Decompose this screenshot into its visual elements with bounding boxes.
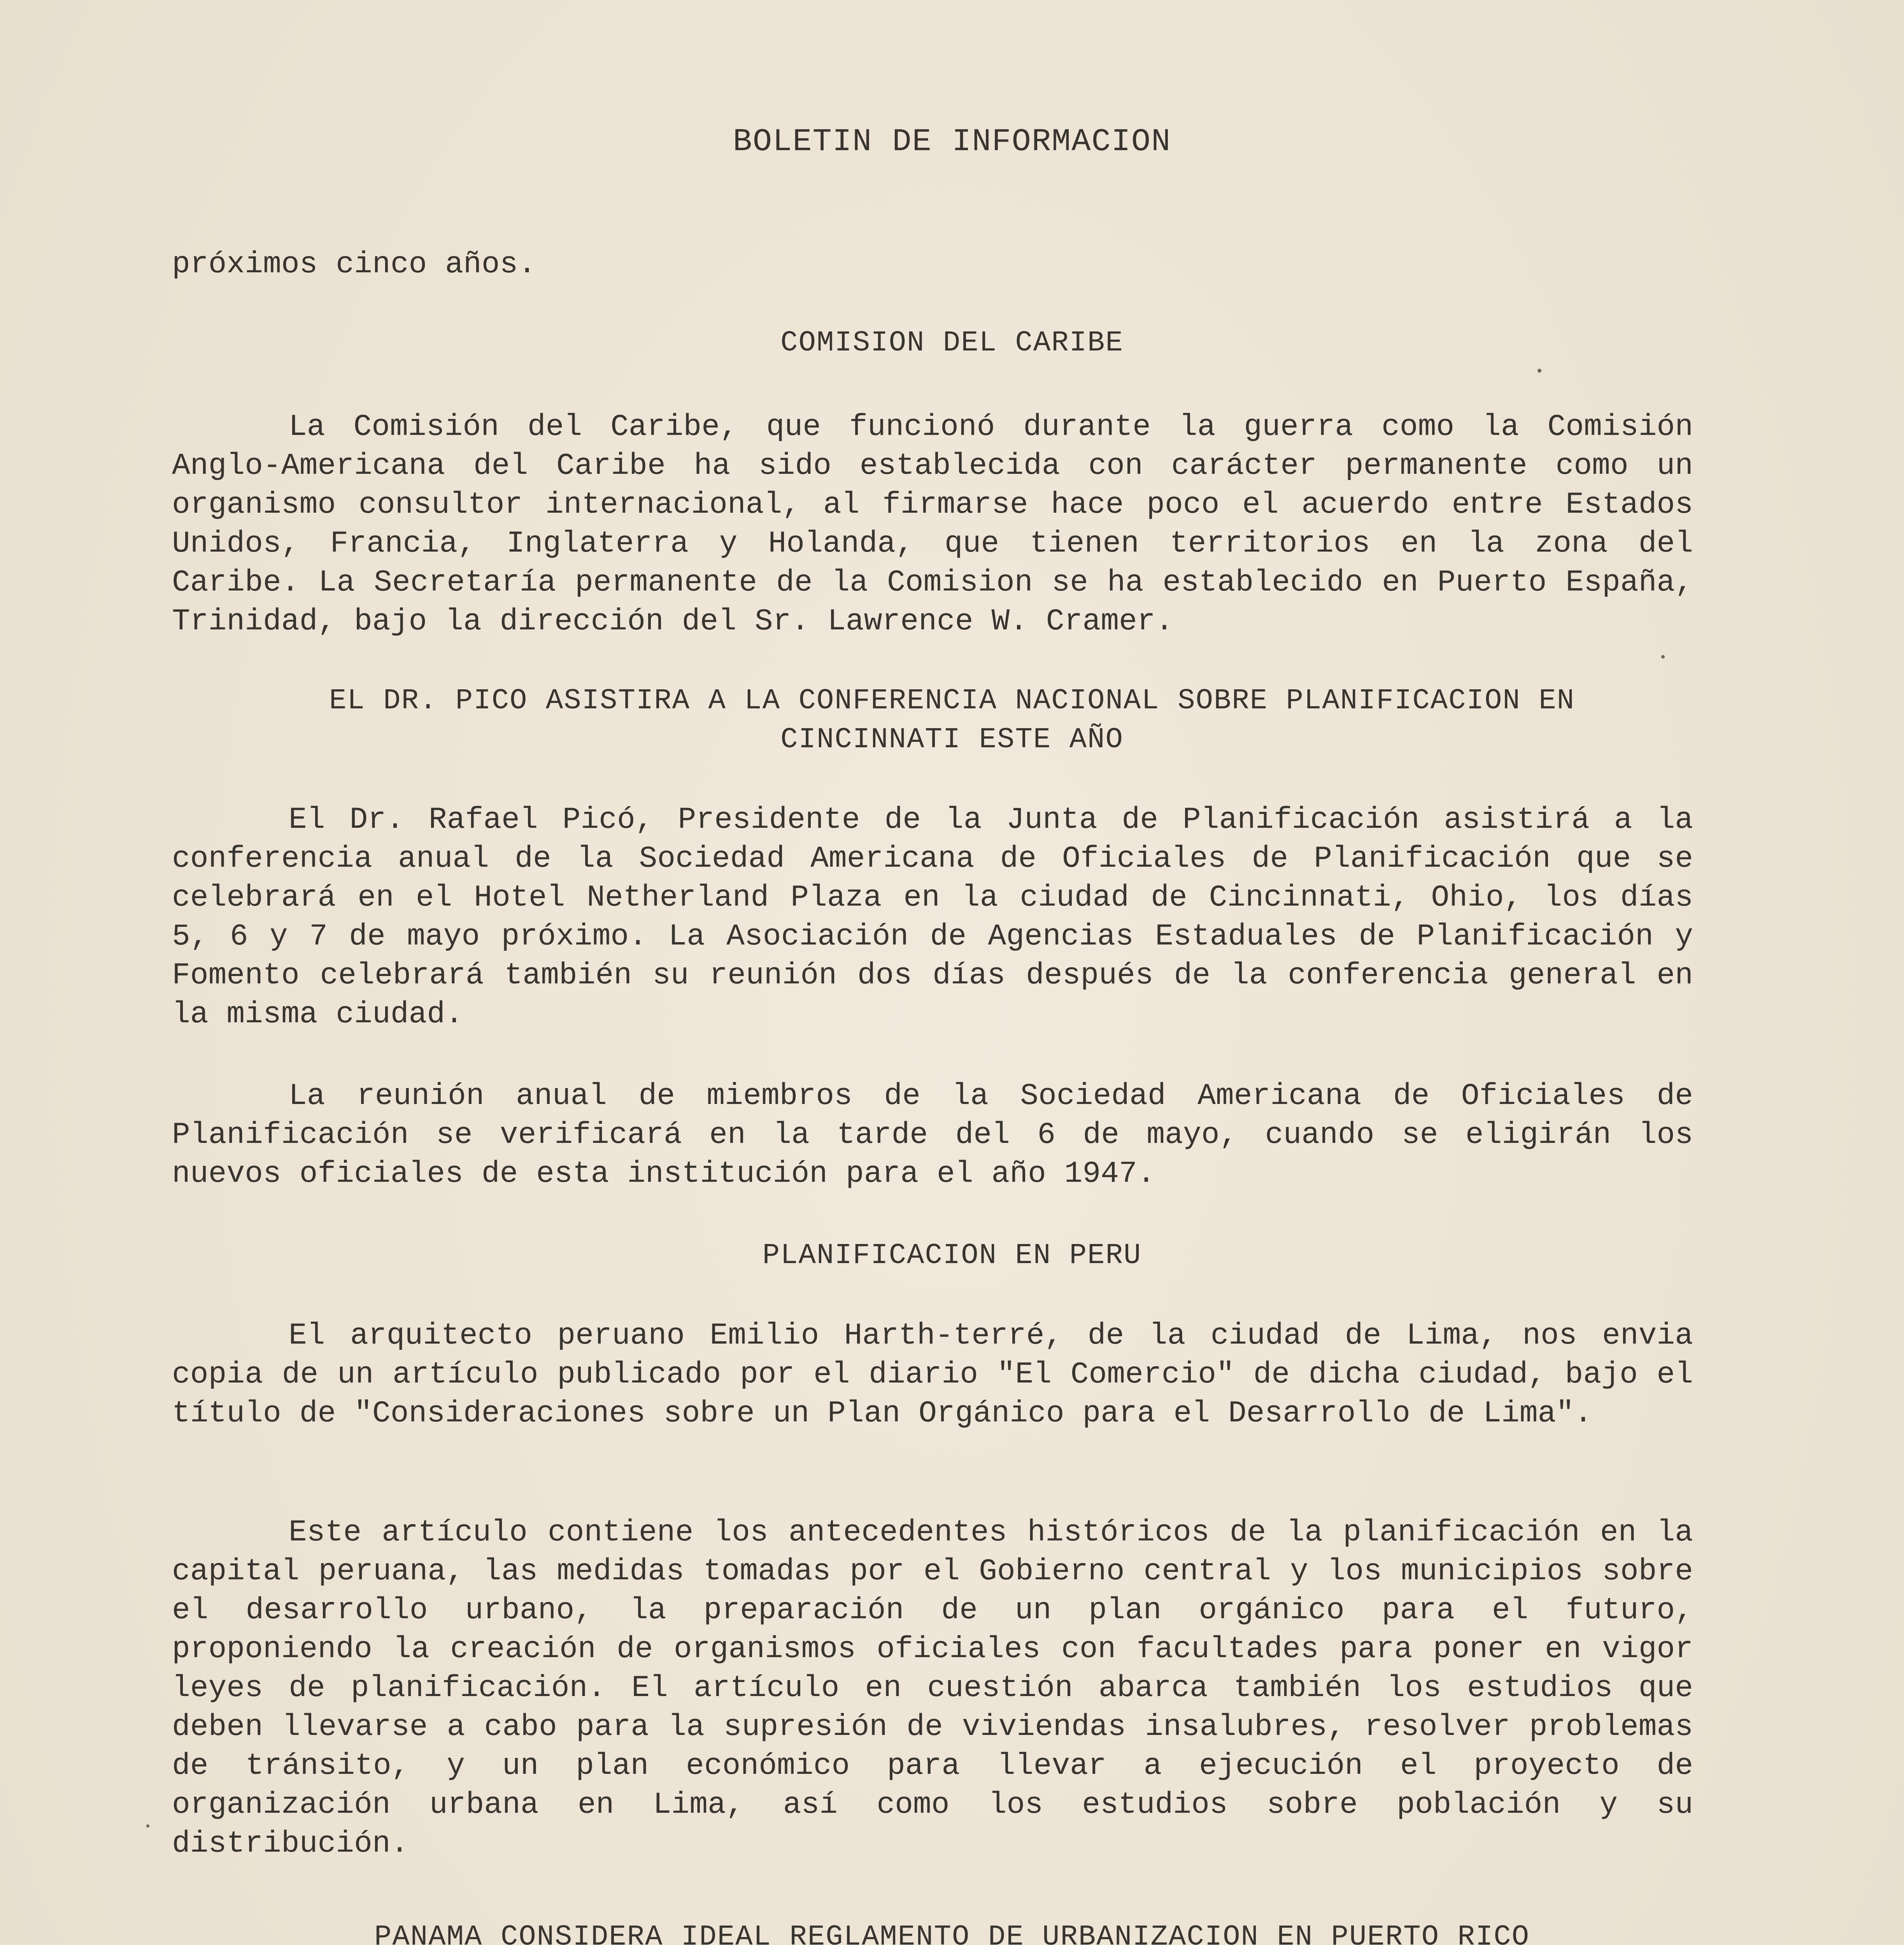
page-header: BOLETIN DE INFORMACION (733, 124, 1171, 160)
section-heading-peru (233, 1236, 1671, 1275)
paragraph-pico-1: El Dr. Rafael Picó, Presidente de la Junta de Planificación asistirá a la conferencia anual de la Sociedad Americana de Oficiales de Planificación que se celebrará en el Hotel Netherland Plaza en la ciudad de Cincinnati, Ohio, los días 5, 6 y 7 de mayo próximo. La Asociación de Agencias Estaduales de Planificación y Fomento celebrará también su reunión dos días después de la conferencia general en la misma ciudad. (172, 803, 1693, 1032)
paragraph-peru-2: Este artículo contiene los antecedentes históricos de la planificación en la capital peruana, las medidas tomadas por el Gobierno central y los municipios sobre el desarrollo urbano, la preparación de un plan orgánico para el futuro, proponiendo la creación de organismos oficiales con facultades para poner en vigor leyes de planificación. El artículo en cuestión abarca también los estudios que deben llevarse a cabo para la supresión de viviendas insalubres, resolver problemas de tránsito, y un plan económico para llevar a ejecución el proyecto de organización urbana en Lima, así como los estudios sobre población y su distribución. (172, 1516, 1693, 1861)
paper-speck (146, 1824, 149, 1828)
paper-speck (1538, 369, 1541, 373)
section-heading-caribe (233, 324, 1671, 363)
continued-text: próximos cinco años. (172, 247, 536, 282)
heading-line: PLANIFICACION EN PERU (762, 1239, 1142, 1272)
section-heading-panama (233, 1918, 1671, 1945)
paragraph-caribe: La Comisión del Caribe, que funcionó durante la guerra como la Comisión Anglo-Americana del Caribe ha sido establecida con carácter permanente como un organismo consultor internacional, al firmarse hace poco el acuerdo entre Estados Unidos, Francia, Inglaterra y Holanda, que tienen territorios en la zona del Caribe. La Secretaría permanente de la Comision se ha establecido en Puerto España, Trinidad, bajo la dirección del Sr. Lawrence W. Cramer. (172, 410, 1693, 639)
heading-line: COMISION DEL CARIBE (780, 327, 1124, 359)
heading-line: PANAMA CONSIDERA IDEAL REGLAMENTO DE URBANIZACION EN PUERTO RICO (374, 1921, 1530, 1945)
paragraph-peru-1: El arquitecto peruano Emilio Harth-terré, de la ciudad de Lima, nos envia copia de un artículo publicado por el diario "El Comercio" de dicha ciudad, bajo el título de "Consideraciones sobre un Plan Orgánico para el Desarrollo de Lima". (172, 1319, 1693, 1431)
heading-line: EL DR. PICO ASISTIRA A LA CONFERENCIA NACIONAL SOBRE PLANIFICACION EN (329, 685, 1575, 717)
heading-line: CINCINNATI ESTE AÑO (780, 724, 1124, 756)
section-heading-pico (233, 682, 1671, 759)
paragraph-pico-2: La reunión anual de miembros de la Sociedad Americana de Oficiales de Planificación se verificará en la tarde del 6 de mayo, cuando se eligirán los nuevos oficiales de esta institución para el año 1947. (172, 1079, 1693, 1191)
paper-speck (1661, 655, 1665, 659)
